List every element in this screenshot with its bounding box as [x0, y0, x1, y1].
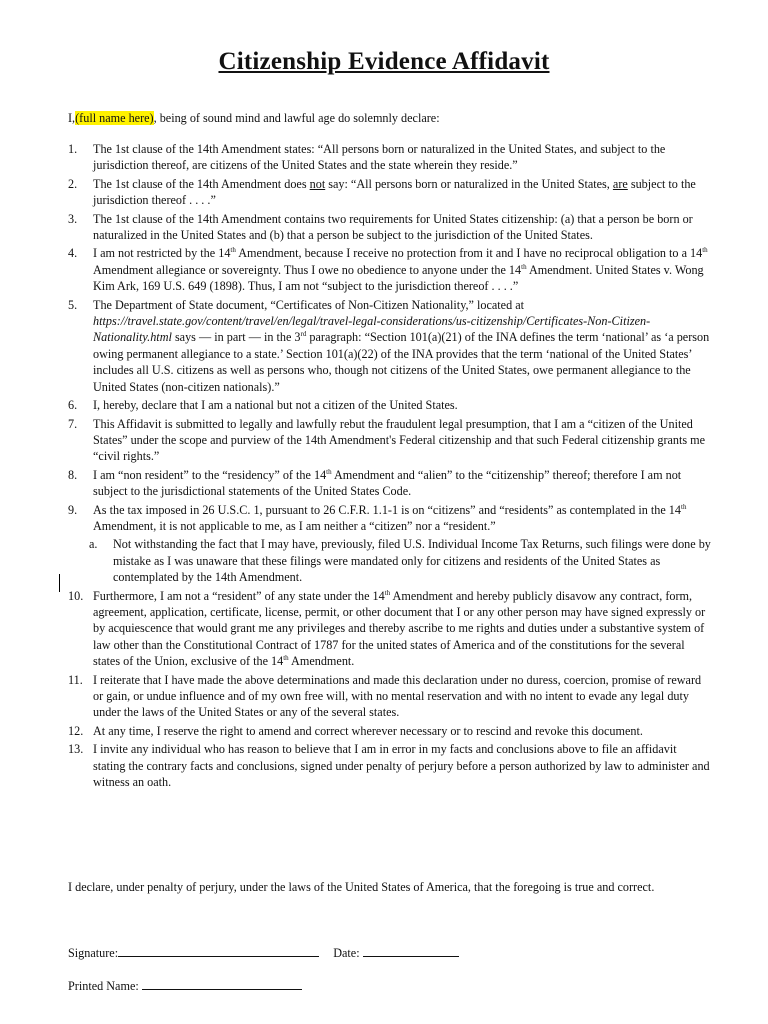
intro-line [68, 110, 708, 126]
list-item-7 [68, 416, 712, 465]
item-text: I invite any individual who has reason to believe that I am in error in my facts and conclusions above to file an affidavit stating the contrary facts and conclusions, signed under penalty of perjury before a person authorized by law to administer and witness an oath. [93, 742, 710, 790]
printed-name-row [68, 977, 302, 994]
intro-prefix: I, [68, 111, 76, 125]
perjury-declaration: I declare, under penalty of perjury, under the laws of the United States of America, that the foregoing is true and correct. [68, 880, 655, 894]
list-subitem-9a [68, 536, 712, 585]
item-text: I am “non resident” to the “residency” of the 14th Amendment and “alien” to the “citizenship” thereof; therefore I am not subject to the jurisdictional statements of the United States Code. [93, 467, 682, 499]
declaration-list [68, 141, 712, 792]
intro-suffix: , being of sound mind and lawful age do solemnly declare: [153, 111, 440, 125]
item-text: This Affidavit is submitted to legally and lawfully rebut the fraudulent legal presumption, that I am a “citizen of the United States” under the scope and purview of the 14th Amendment's Federal citizenship and that such Federal citizenship grants me “civil rights.” [93, 416, 706, 464]
item-number: 3. [68, 211, 78, 226]
item-text: The 1st clause of the 14th Amendment contains two requirements for United States citizenship: (a) that a person be born or naturalized in the United States and (b) that a person be subject to the jurisdiction of the United States. [93, 211, 693, 243]
item-text: I am not restricted by the 14th Amendment, because I receive no protection from it and I have no reciprocal obligation to a 14th Amendment allegiance or sovereignty. Thus I owe no obedience to anyone under the 14th Amendment. United States v. Wong Kim Ark, 169 U.S. 649 (1898). Thus, I am not “subject to the jurisdiction thereof . . . .” [93, 246, 708, 294]
item-number: 7. [68, 416, 78, 431]
item-number: 9. [68, 502, 78, 517]
list-item-6 [68, 397, 712, 413]
printed-name-field[interactable] [142, 977, 302, 990]
item-text: Furthermore, I am not a “resident” of any state under the 14th Amendment and hereby publicly disavow any contract, form, agreement, application, certificate, license, permit, or other document that I or any other person may have signed expressly or by acquiescence that would grant me any privileges and thereby ascribe to me rights and duties under a substantive system of law other than the Constitutional Contract of 1787 for the united states of America and of the constitutions for the several states of the Union, exclusive of the 14th Amendment. [93, 588, 706, 669]
item-text: I, hereby, declare that I am a national but not a citizen of the United States. [93, 398, 458, 413]
printed-name-label: Printed Name: [68, 979, 139, 993]
signature-row [68, 944, 459, 961]
list-item-2 [68, 176, 712, 209]
list-item-1 [68, 141, 712, 174]
item-text: The 1st clause of the 14th Amendment states: “All persons born or naturalized in the United States, and subject to the jurisdiction thereof, are citizens of the United States and the state wherein they reside.” [93, 142, 666, 173]
item-number: 5. [68, 297, 78, 312]
list-item-9 [68, 502, 712, 535]
list-item-11 [68, 672, 712, 721]
item-number: 12. [68, 723, 84, 738]
signature-field[interactable] [118, 944, 319, 957]
document-title: Citizenship Evidence Affidavit [218, 48, 550, 75]
item-number: 11. [68, 672, 83, 687]
text-cursor [59, 574, 60, 592]
state-department-link[interactable]: https://travel.state.gov/content/travel/en/legal/travel-legal-considerations/us-citizenship/Certificates-Non-Citizen-Nationality.html [93, 314, 651, 345]
list-item-5 [68, 297, 712, 395]
item-number: 8. [68, 467, 78, 482]
signature-label: Signature: [68, 946, 119, 960]
item-text: The 1st clause of the 14th Amendment does not say: “All persons born or naturalized in the United States, are subject to the jurisdiction thereof . . . .” [93, 176, 696, 208]
list-item-8 [68, 467, 712, 500]
item-number: 6. [68, 398, 78, 413]
list-item-4 [68, 245, 712, 294]
list-item-13 [68, 741, 712, 790]
date-label: Date: [333, 946, 360, 960]
list-item-3 [68, 211, 712, 244]
list-item-10 [68, 588, 712, 670]
item-number: a. [89, 537, 98, 552]
underlined-not: not [309, 176, 326, 191]
item-text: Not withstanding the fact that I may have, previously, filed U.S. Individual Income Tax Returns, such filings were done by mistake as I was unaware that these filings were mandated only for citizens and residents of the United States as contemplated by the 14th Amendment. [113, 537, 711, 585]
item-number: 1. [68, 142, 78, 156]
item-number: 2. [68, 176, 78, 191]
item-number: 10. [68, 588, 84, 603]
item-text: At any time, I reserve the right to amend and correct wherever necessary or to rescind and revoke this document. [93, 723, 643, 738]
date-field[interactable] [363, 944, 459, 957]
item-number: 13. [68, 742, 84, 757]
underlined-are: are [612, 176, 628, 191]
full-name-placeholder[interactable]: (full name here) [75, 111, 154, 125]
item-text: The Department of State document, “Certificates of Non-Citizen Nationality,” located at https://travel.state.gov/content/travel/en/legal/travel-legal-considerations/us-citizenship/Certificates-Non-Citizen-Nationality.html says — in part — in the 3rd paragraph: “Section 101(a)(21) of the INA defines the term ‘national’ as ‘a person owing permanent allegiance to a state.’ Section 101(a)(22) of the INA provides that the term ‘national of the United States’ includes all U.S. citizens as well as persons who, though not citizens of the United States, owe permanent allegiance to the United States (non-citizen nationals).” [93, 297, 710, 394]
item-text: I reiterate that I have made the above determinations and made this declaration under no duress, coercion, promise of reward or gain, or undue influence and of my own free will, with no mental reservation and with no intent to evade any legal duty under the laws of the United States or any of the several states. [93, 672, 702, 720]
item-number: 4. [68, 246, 78, 261]
list-item-12 [68, 723, 712, 739]
item-text: As the tax imposed in 26 U.S.C. 1, pursuant to 26 C.F.R. 1.1-1 is on “citizens” and “residents” as contemplated in the 14th Amendment, it is not applicable to me, as I am neither a “citizen” nor a “resident.” [93, 502, 687, 533]
